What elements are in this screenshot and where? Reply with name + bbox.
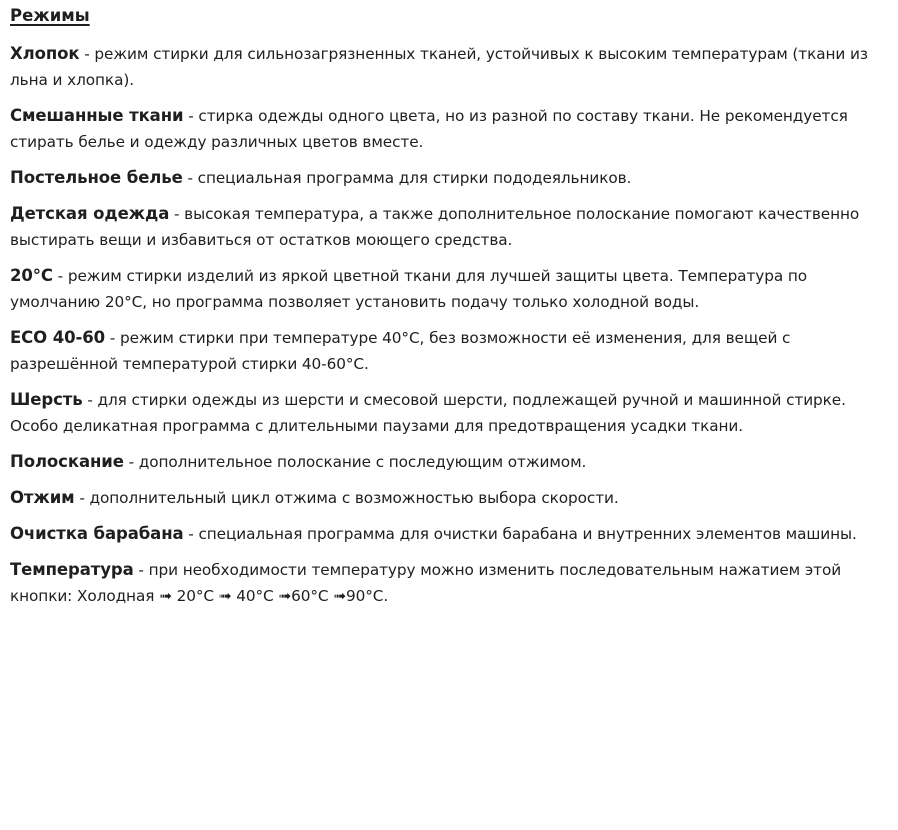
mode-entry-cotton: [10, 41, 888, 93]
mode-entry-eco: [10, 325, 888, 377]
mode-description: - специальная программа для стирки пододеяльников.: [182, 169, 632, 187]
mode-term: 20°C: [10, 266, 53, 285]
mode-entry-rinse: [10, 449, 888, 475]
mode-description: - для стирки одежды из шерсти и смесовой шерсти, подлежащей ручной и машинной стирке. Особо деликатная программа с длительными паузами для предотвращения усадки ткани.: [10, 391, 846, 435]
mode-description: - стирка одежды одного цвета, но из разной по составу ткани. Не рекомендуется стирать белье и одежду различных цветов вместе.: [10, 107, 848, 151]
mode-description: - режим стирки для сильнозагрязненных тканей, устойчивых к высоким температурам (ткани из льна и хлопка).: [10, 45, 868, 89]
mode-term: Отжим: [10, 488, 75, 507]
mode-description: - режим стирки изделий из яркой цветной ткани для лучшей защиты цвета. Температура по умолчанию 20°C, но программа позволяет установить подачу только холодной воды.: [10, 267, 808, 311]
mode-entry-20c: [10, 263, 888, 315]
mode-term: ECO 40-60: [10, 328, 106, 347]
mode-entry-drum-clean: [10, 521, 888, 547]
mode-description: - специальная программа для очистки барабана и внутренних элементов машины.: [183, 525, 857, 543]
mode-entry-spin: [10, 485, 888, 511]
mode-term: Очистка барабана: [10, 524, 184, 543]
mode-entry-bedding: [10, 165, 888, 191]
mode-description: - высокая температура, а также дополнительное полоскание помогают качественно выстирать вещи и избавиться от остатков моющего средства.: [10, 205, 860, 249]
mode-term: Шерсть: [10, 390, 83, 409]
mode-description: - при необходимости температуру можно изменить последовательным нажатием этой кнопки: Холодная ➟ 20°C ➟ 40°C ➟60°C ➟90°C.: [10, 561, 842, 605]
mode-term: Полоскание: [10, 452, 124, 471]
mode-term: Температура: [10, 560, 134, 579]
mode-description: - дополнительное полоскание с последующим отжимом.: [123, 453, 587, 471]
mode-term: Детская одежда: [10, 204, 170, 223]
mode-description: - дополнительный цикл отжима с возможностью выбора скорости.: [74, 489, 619, 507]
mode-term: Смешанные ткани: [10, 106, 184, 125]
mode-entry-temperature: [10, 557, 888, 609]
mode-term: Постельное белье: [10, 168, 183, 187]
mode-description: - режим стирки при температуре 40°C, без возможности её изменения, для вещей с разрешённой температурой стирки 40-60°C.: [10, 329, 791, 373]
mode-entry-mixed: [10, 103, 888, 155]
page-title: Режимы: [10, 6, 90, 25]
mode-entry-wool: [10, 387, 888, 439]
mode-term: Хлопок: [10, 44, 80, 63]
mode-entry-baby: [10, 201, 888, 253]
